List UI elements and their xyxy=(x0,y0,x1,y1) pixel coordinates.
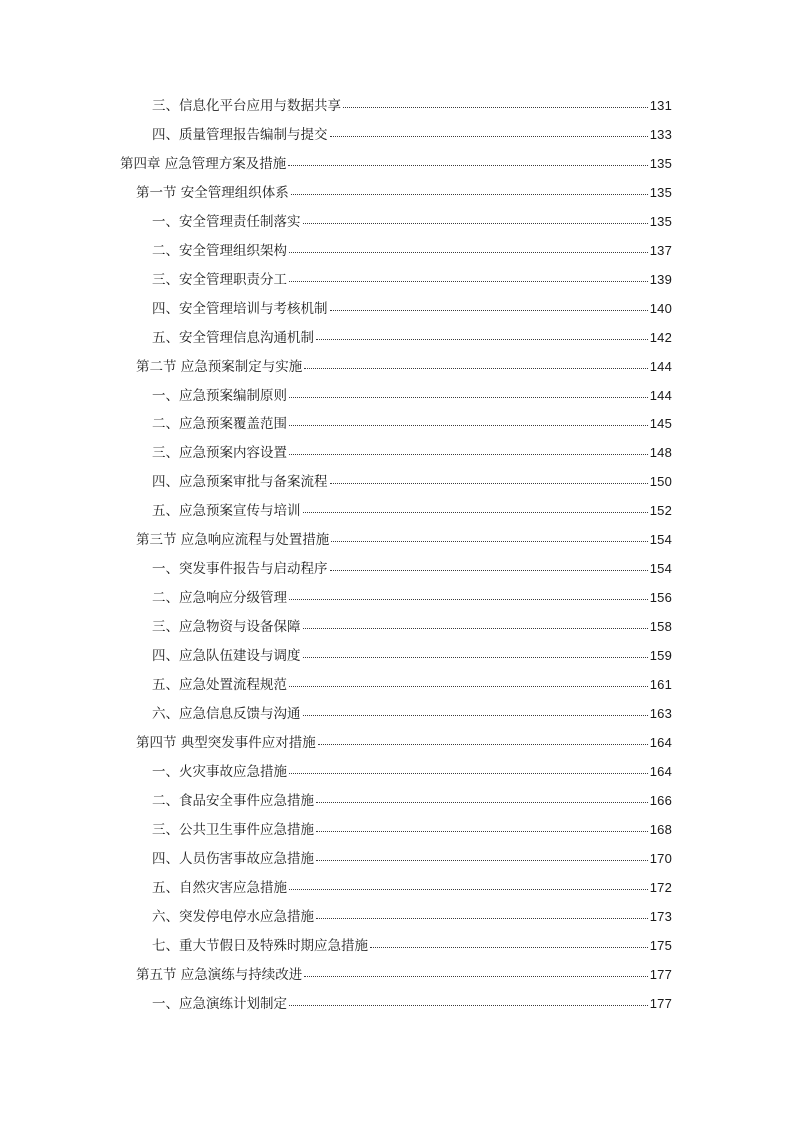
toc-entry[interactable] xyxy=(0,584,793,613)
toc-entry-page: 144 xyxy=(649,358,672,374)
toc-entry-title: 一、应急演练计划制定 xyxy=(152,995,287,1012)
toc-entry-title: 一、应急预案编制原则 xyxy=(152,387,287,404)
toc-entry[interactable] xyxy=(0,990,793,1019)
dot-leader xyxy=(304,367,647,369)
toc-entry-title: 第二节 应急预案制定与实施 xyxy=(136,358,303,375)
dot-leader xyxy=(370,946,648,948)
toc-entry-page: 172 xyxy=(649,879,672,895)
dot-leader xyxy=(289,251,648,253)
toc-entry-page: 164 xyxy=(649,763,672,779)
toc-entry-title: 第五节 应急演练与持续改进 xyxy=(136,966,303,983)
dot-leader xyxy=(289,1004,648,1006)
toc-entry[interactable] xyxy=(0,439,793,468)
toc-entry-page: 170 xyxy=(649,850,672,866)
toc-entry-page: 150 xyxy=(649,474,672,490)
toc-entry-title: 二、应急预案覆盖范围 xyxy=(152,416,287,433)
dot-leader xyxy=(289,280,648,282)
toc-entry-page: 137 xyxy=(649,242,672,258)
toc-entry-title: 四、安全管理培训与考核机制 xyxy=(152,300,328,317)
toc-entry-page: 177 xyxy=(649,966,672,982)
dot-leader xyxy=(288,164,647,166)
toc-entry-section[interactable] xyxy=(0,179,793,208)
toc-entry[interactable] xyxy=(0,903,793,932)
dot-leader xyxy=(303,627,648,629)
toc-entry-title: 四、人员伤害事故应急措施 xyxy=(152,850,314,867)
toc-entry[interactable] xyxy=(0,932,793,961)
dot-leader xyxy=(316,801,648,803)
toc-entry-page: 144 xyxy=(649,387,672,403)
toc-entry-section[interactable] xyxy=(0,729,793,758)
dot-leader xyxy=(330,482,648,484)
toc-entry-title: 第四章 应急管理方案及措施 xyxy=(120,155,287,172)
toc-entry[interactable] xyxy=(0,671,793,700)
toc-entry-title: 二、安全管理组织架构 xyxy=(152,242,287,259)
toc-entry-page: 159 xyxy=(649,648,672,664)
toc-entry-title: 第一节 安全管理组织体系 xyxy=(136,184,289,201)
dot-leader xyxy=(289,888,648,890)
toc-entry-section[interactable] xyxy=(0,961,793,990)
dot-leader xyxy=(303,511,648,513)
dot-leader xyxy=(291,193,648,195)
toc-entry-title: 四、应急预案审批与备案流程 xyxy=(152,474,328,491)
toc-entry[interactable] xyxy=(0,816,793,845)
toc-entry-page: 168 xyxy=(649,821,672,837)
toc-entry-section[interactable] xyxy=(0,353,793,382)
toc-entry-title: 三、安全管理职责分工 xyxy=(152,271,287,288)
toc-entry-page: 163 xyxy=(649,706,672,722)
toc-entry[interactable] xyxy=(0,845,793,874)
toc-entry-title: 五、应急处置流程规范 xyxy=(152,677,287,694)
toc-entry-title: 六、应急信息反馈与沟通 xyxy=(152,706,301,723)
toc-entry-page: 154 xyxy=(649,561,672,577)
toc-entry-title: 一、突发事件报告与启动程序 xyxy=(152,561,328,578)
toc-entry-title: 六、突发停电停水应急措施 xyxy=(152,908,314,925)
toc-entry-page: 173 xyxy=(649,908,672,924)
toc-entry-page: 164 xyxy=(649,734,672,750)
toc-entry-page: 135 xyxy=(649,213,672,229)
dot-leader xyxy=(318,743,648,745)
toc-entry-page: 175 xyxy=(649,937,672,953)
toc-entry-title: 三、应急物资与设备保障 xyxy=(152,619,301,636)
toc-entry-page: 161 xyxy=(649,677,672,693)
toc-entry-page: 135 xyxy=(649,155,672,171)
dot-leader xyxy=(289,598,648,600)
toc-entry-page: 158 xyxy=(649,619,672,635)
toc-entry-page: 145 xyxy=(649,416,672,432)
toc-entry[interactable] xyxy=(0,555,793,584)
dot-leader xyxy=(316,917,648,919)
dot-leader xyxy=(289,685,648,687)
toc-entry-title: 四、应急队伍建设与调度 xyxy=(152,648,301,665)
dot-leader xyxy=(316,830,648,832)
toc-entry-page: 139 xyxy=(649,271,672,287)
table-of-contents xyxy=(0,92,793,1019)
toc-entry[interactable] xyxy=(0,266,793,295)
toc-entry[interactable] xyxy=(0,237,793,266)
dot-leader xyxy=(303,714,648,716)
toc-entry[interactable] xyxy=(0,700,793,729)
toc-entry-title: 三、信息化平台应用与数据共享 xyxy=(152,98,341,114)
toc-entry-page: 131 xyxy=(649,98,672,113)
dot-leader xyxy=(289,396,648,398)
toc-entry[interactable] xyxy=(0,410,793,439)
toc-entry[interactable] xyxy=(0,787,793,816)
toc-entry-page: 133 xyxy=(649,126,672,142)
toc-entry[interactable] xyxy=(0,874,793,903)
toc-entry-page: 166 xyxy=(649,792,672,808)
toc-entry[interactable] xyxy=(0,324,793,353)
dot-leader xyxy=(304,975,647,977)
toc-entry-title: 七、重大节假日及特殊时期应急措施 xyxy=(152,937,368,954)
dot-leader xyxy=(303,656,648,658)
toc-entry-page: 152 xyxy=(649,503,672,519)
toc-entry[interactable] xyxy=(0,613,793,642)
toc-entry[interactable] xyxy=(0,121,793,150)
toc-entry[interactable] xyxy=(0,468,793,497)
dot-leader xyxy=(330,569,648,571)
toc-entry-page: 142 xyxy=(649,329,672,345)
toc-entry[interactable] xyxy=(0,382,793,411)
dot-leader xyxy=(343,106,648,108)
dot-leader xyxy=(289,424,648,426)
toc-entry-title: 三、公共卫生事件应急措施 xyxy=(152,821,314,838)
toc-entry-title: 第三节 应急响应流程与处置措施 xyxy=(136,532,330,549)
toc-entry[interactable] xyxy=(0,208,793,237)
toc-entry[interactable] xyxy=(0,642,793,671)
toc-entry-page: 140 xyxy=(649,300,672,316)
toc-entry[interactable] xyxy=(0,758,793,787)
dot-leader xyxy=(330,135,648,137)
toc-entry-page: 135 xyxy=(649,184,672,200)
toc-entry-title: 二、应急响应分级管理 xyxy=(152,590,287,607)
dot-leader xyxy=(316,338,648,340)
toc-entry-page: 154 xyxy=(649,532,672,548)
toc-entry-title: 二、食品安全事件应急措施 xyxy=(152,792,314,809)
toc-entry[interactable] xyxy=(0,295,793,324)
toc-entry-title: 一、火灾事故应急措施 xyxy=(152,763,287,780)
dot-leader xyxy=(289,453,648,455)
dot-leader xyxy=(331,540,647,542)
toc-entry-title: 三、应急预案内容设置 xyxy=(152,445,287,462)
toc-entry-title: 一、安全管理责任制落实 xyxy=(152,213,301,230)
toc-entry[interactable] xyxy=(0,92,793,121)
toc-entry-title: 五、自然灾害应急措施 xyxy=(152,879,287,896)
toc-entry-page: 156 xyxy=(649,590,672,606)
toc-entry-page: 148 xyxy=(649,445,672,461)
toc-entry-title: 四、质量管理报告编制与提交 xyxy=(152,126,328,143)
dot-leader xyxy=(330,309,648,311)
toc-entry-section[interactable] xyxy=(0,526,793,555)
dot-leader xyxy=(289,772,648,774)
toc-entry-page: 177 xyxy=(649,995,672,1011)
dot-leader xyxy=(303,222,648,224)
toc-entry-chapter[interactable] xyxy=(0,150,793,179)
toc-entry-title: 第四节 典型突发事件应对措施 xyxy=(136,734,316,751)
toc-entry-title: 五、应急预案宣传与培训 xyxy=(152,503,301,520)
toc-entry[interactable] xyxy=(0,497,793,526)
dot-leader xyxy=(316,859,648,861)
toc-entry-title: 五、安全管理信息沟通机制 xyxy=(152,329,314,346)
